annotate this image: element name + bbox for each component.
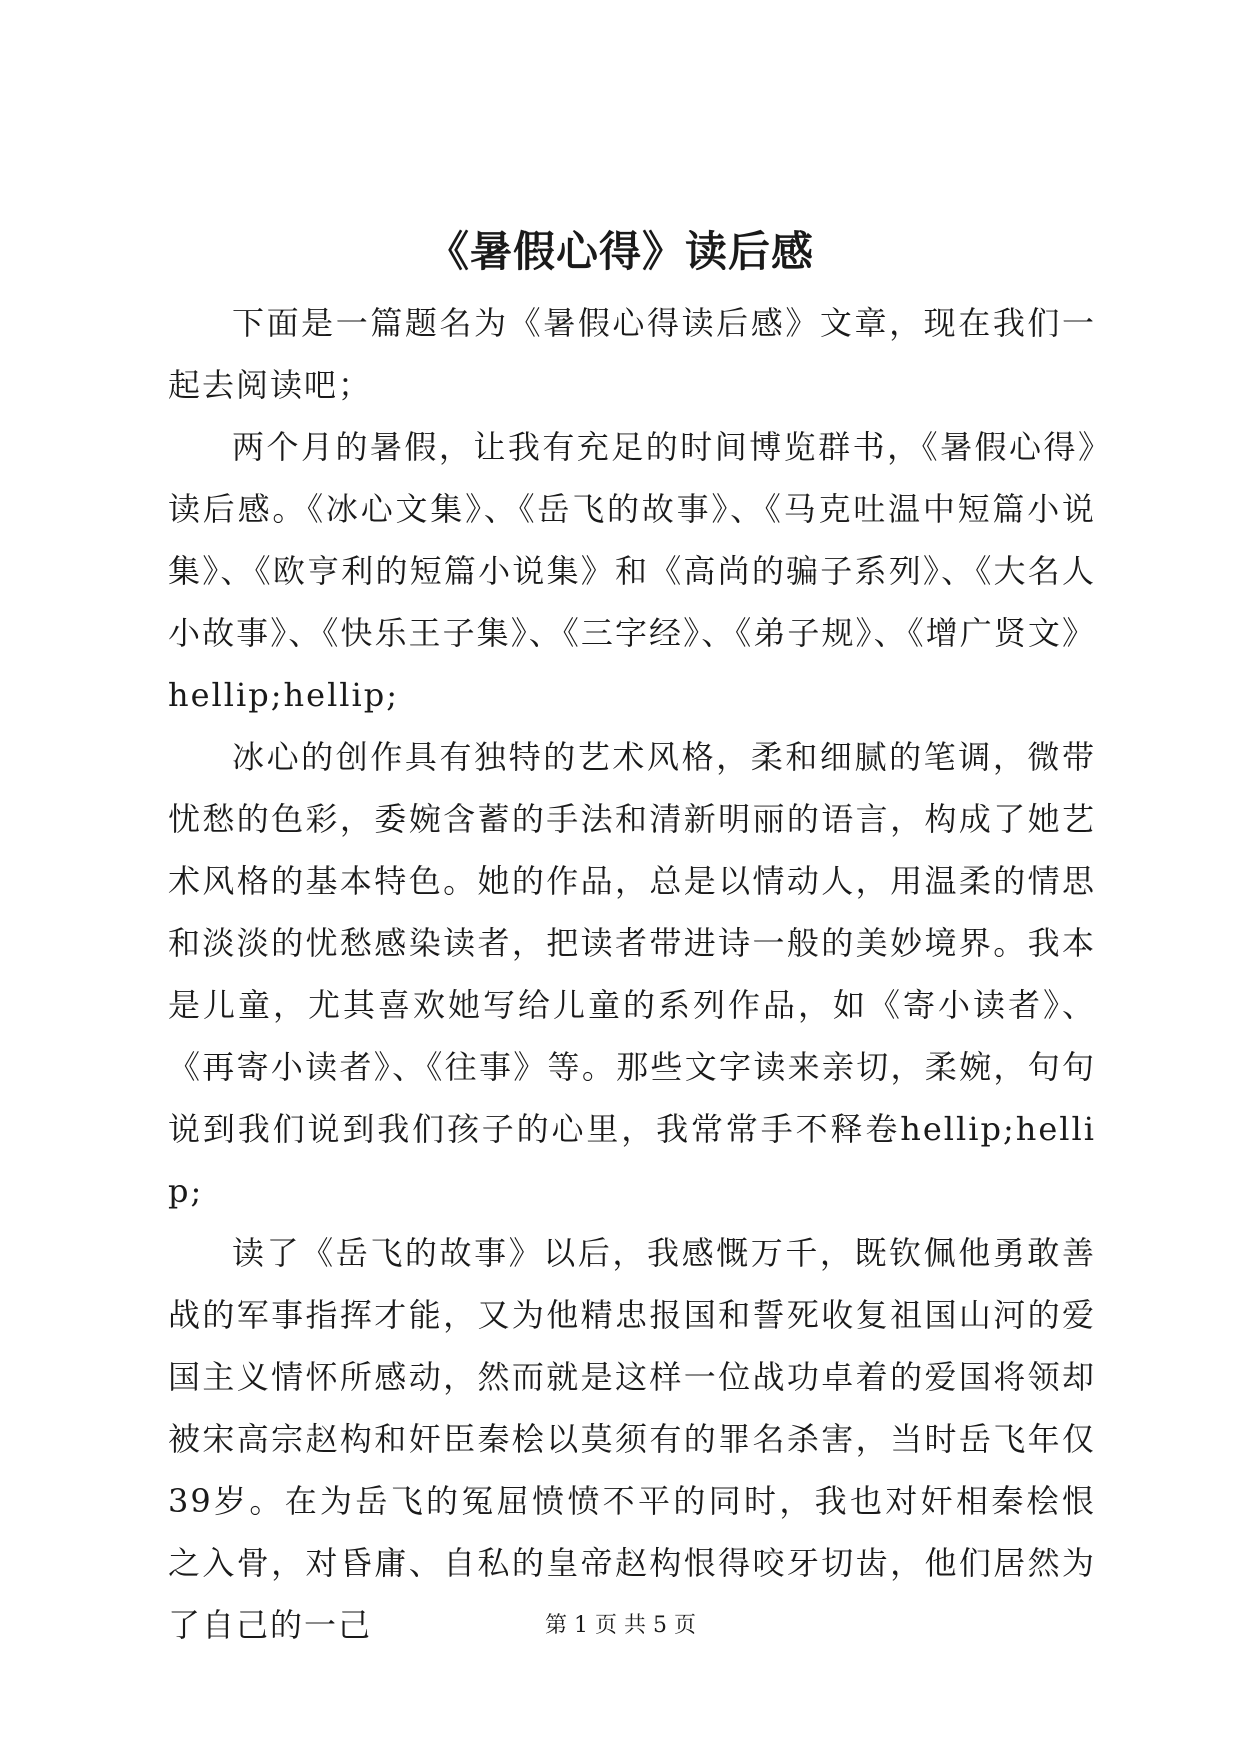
paragraph-bingxin: 冰心的创作具有独特的艺术风格，柔和细腻的笔调，微带忧愁的色彩，委婉含蓄的手法和清新明丽的语言，构成了她艺术风格的基本特色。她的作品，总是以情动人，用温柔的情思和淡淡的忧愁感染读者，把读者带进诗一般的美妙境界。我本是儿童，尤其喜欢她写给儿童的系列作品，如《寄小读者》、《再寄小读者》、《往事》等。那些文字读来亲切，柔婉，句句说到我们说到我们孩子的心里，我常常手不释卷hellip;hellip; [168, 738, 1096, 1210]
paragraph-yuefei: 读了《岳飞的故事》以后，我感慨万千，既钦佩他勇敢善战的军事指挥才能，又为他精忠报国和誓死收复祖国山河的爱国主义情怀所感动，然而就是这样一位战功卓着的爱国将领却被宋高宗赵构和奸臣秦桧以莫须有的罪名杀害，当时岳飞年仅39岁。在为岳飞的冤屈愤愤不平的同时，我也对奸相秦桧恨之入骨，对昏庸、自私的皇帝赵构恨得咬牙切齿，他们居然为了自己的一己 [168, 1234, 1096, 1644]
page-footer: 第 1 页 共 5 页 [545, 1613, 696, 1638]
paragraph-book-list: 两个月的暑假，让我有充足的时间博览群书，《暑假心得》读后感。《冰心文集》、《岳飞的故事》、《马克吐温中短篇小说集》、《欧亨利的短篇小说集》和《高尚的骗子系列》、《大名人小故事》、《快乐王子集》、《三字经》、《弟子规》、《增广贤文》hellip;hellip; [168, 428, 1096, 714]
document-title: 《暑假心得》读后感 [426, 227, 814, 276]
paragraph-intro: 下面是一篇题名为《暑假心得读后感》文章，现在我们一起去阅读吧； [168, 304, 1096, 404]
document-body [168, 292, 1096, 1656]
